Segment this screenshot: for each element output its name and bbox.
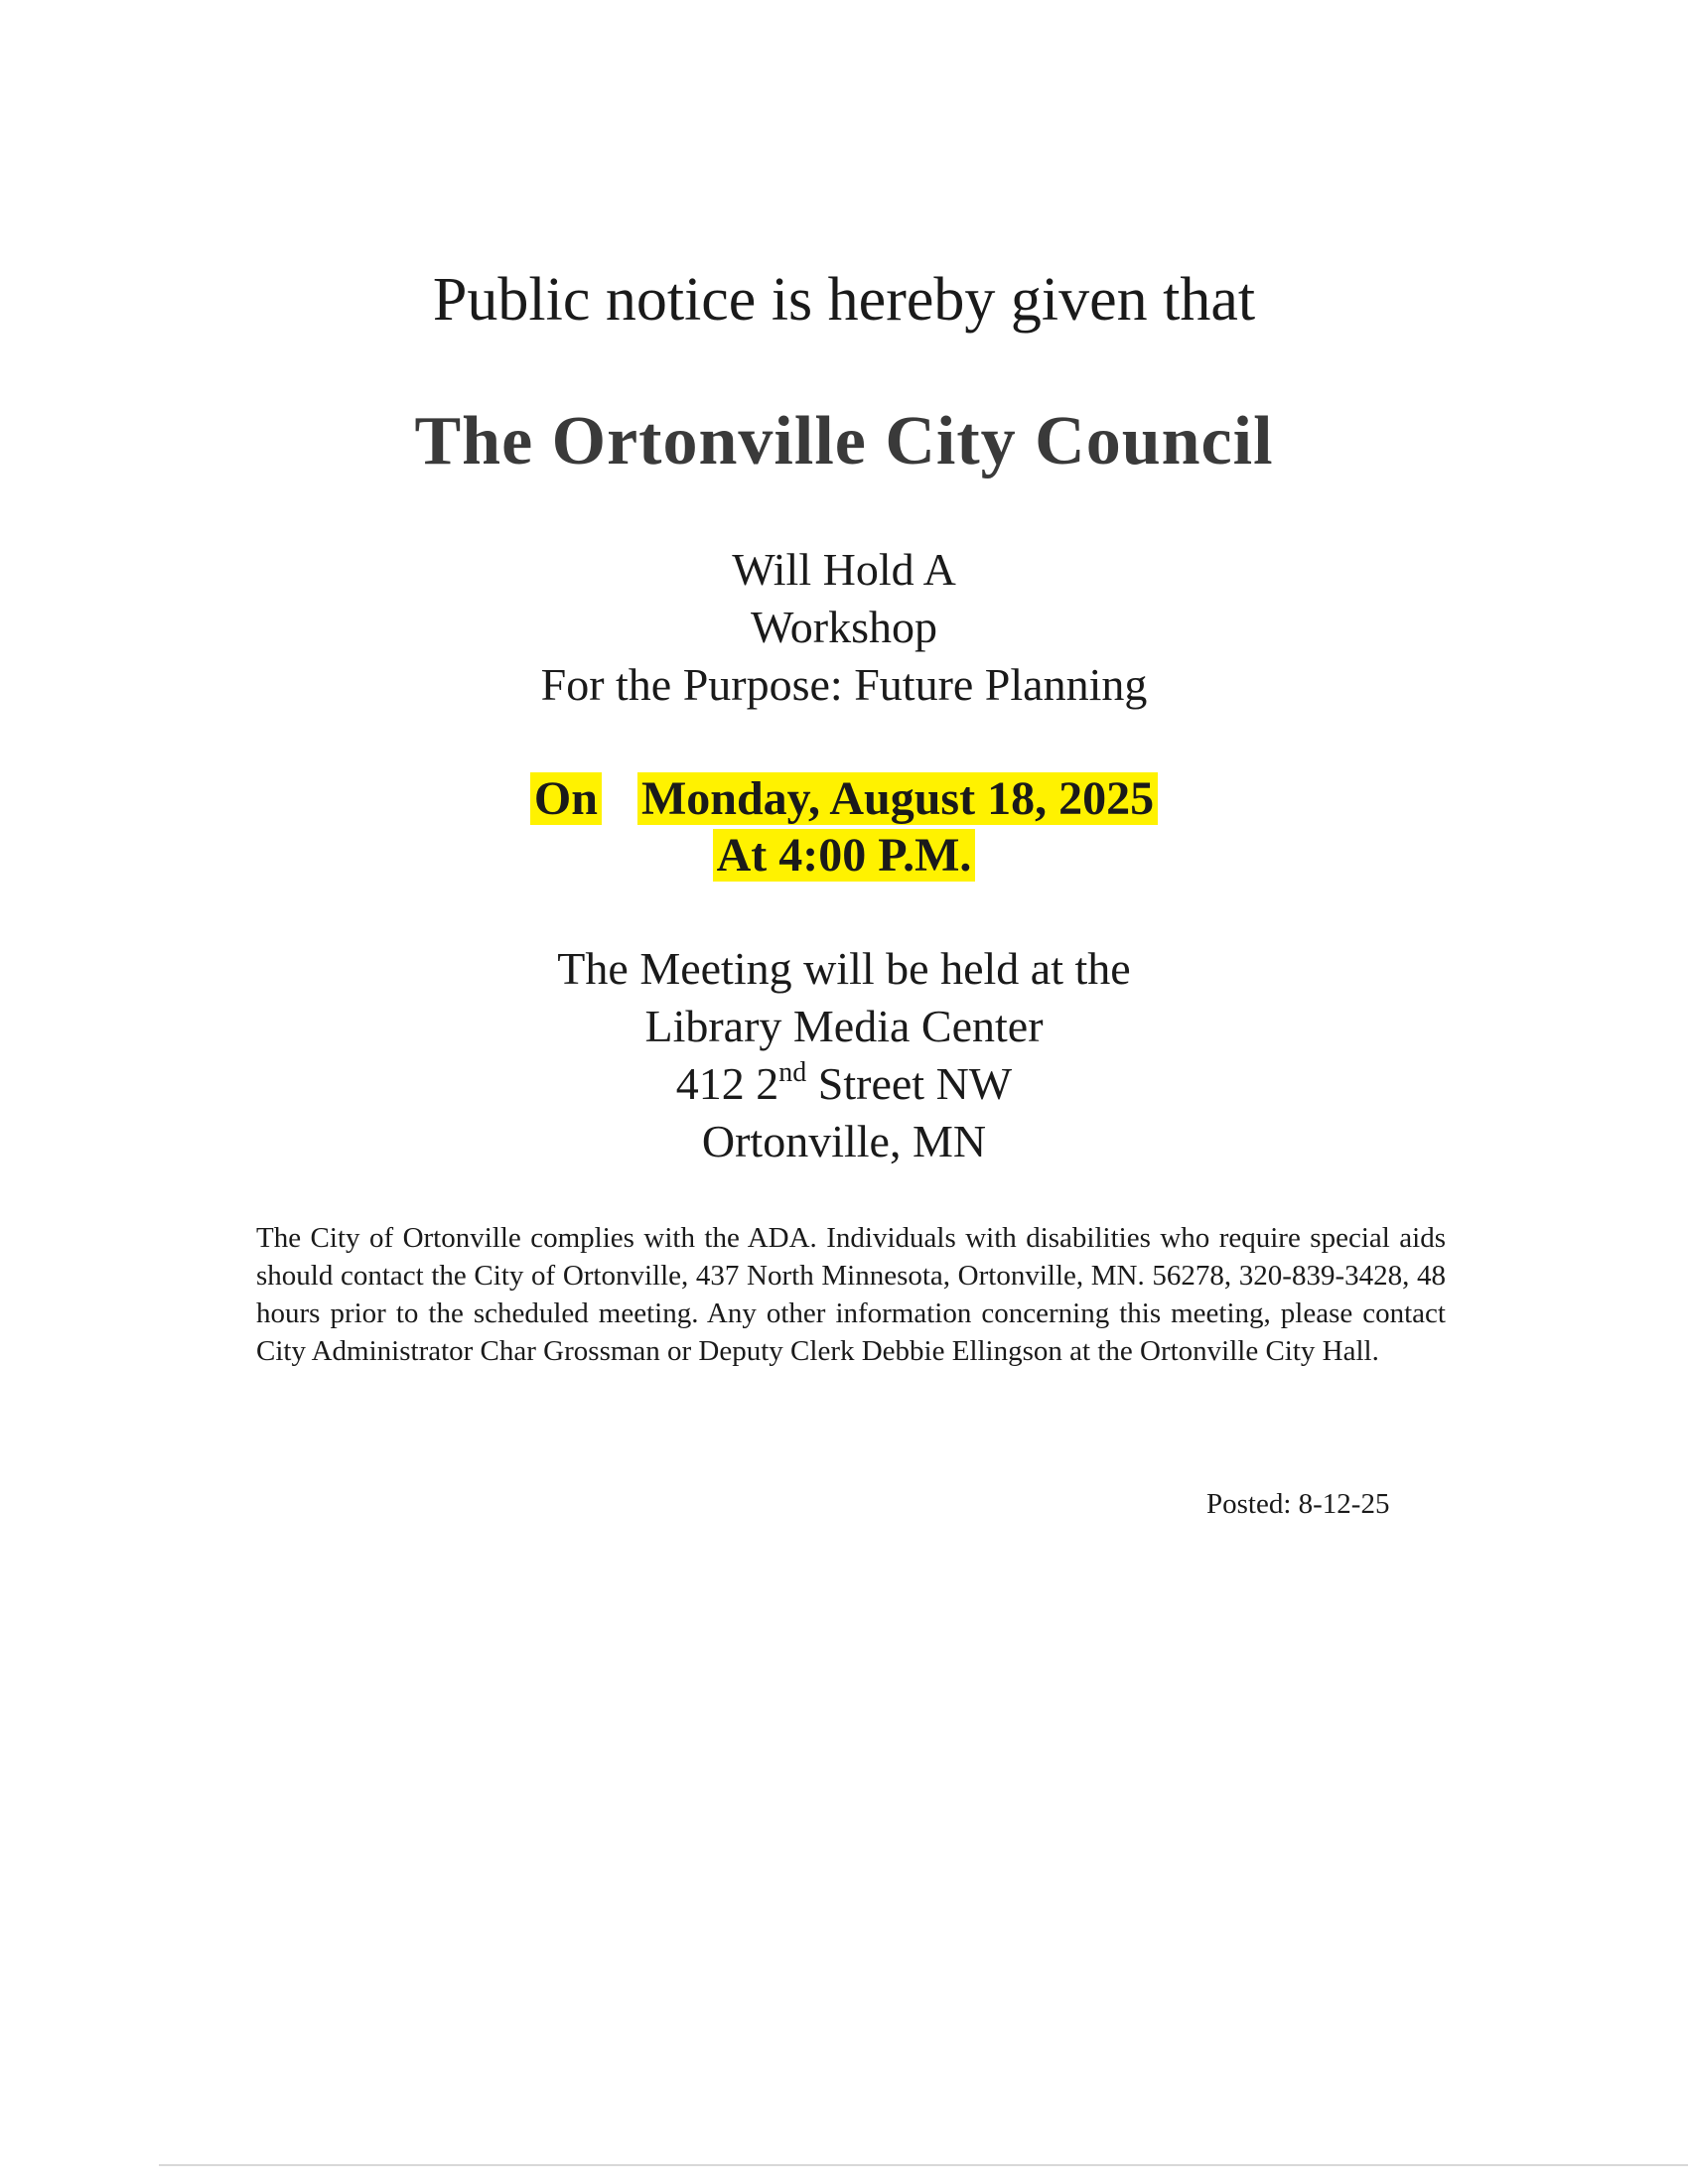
location-intro: The Meeting will be held at the (557, 943, 1131, 994)
council-title: The Ortonville City Council (414, 403, 1274, 479)
venue-name: Library Media Center (644, 1001, 1044, 1051)
posted-date: Posted: 8-12-25 (1206, 1488, 1390, 1520)
street-address (0, 1055, 1688, 1113)
notice-intro: Public notice is hereby given that (432, 266, 1256, 334)
meeting-datetime (0, 770, 1688, 884)
city-state: Ortonville, MN (701, 1116, 987, 1166)
street-number: 412 2 (675, 1058, 779, 1109)
purpose-line: For the Purpose: Future Planning (540, 659, 1148, 710)
event-type-line: Workshop (751, 602, 937, 652)
date-line (0, 770, 1688, 827)
street-suffix: nd (778, 1057, 807, 1088)
scan-edge-divider (159, 2164, 1688, 2166)
will-hold-line: Will Hold A (732, 544, 956, 595)
time-line (0, 827, 1688, 884)
street-rest: Street NW (806, 1058, 1013, 1109)
meeting-location (0, 940, 1688, 1170)
on-label: On (530, 772, 602, 825)
meeting-time: At 4:00 P.M. (713, 829, 976, 882)
meeting-purpose-block (0, 541, 1688, 714)
meeting-date: Monday, August 18, 2025 (637, 772, 1158, 825)
ada-statement: The City of Ortonville complies with the ADA. Individuals with disabilities who require special aids should contact the City of Ortonville, 437 North Minnesota, Ortonville, MN. 56278, 320-839-3428, 48 hours prior to the scheduled meeting. Any other information concerning this meeting, please contact City Administrator Char Grossman or Deputy Clerk Debbie Ellingson at the Ortonville City Hall. (256, 1222, 1446, 1367)
